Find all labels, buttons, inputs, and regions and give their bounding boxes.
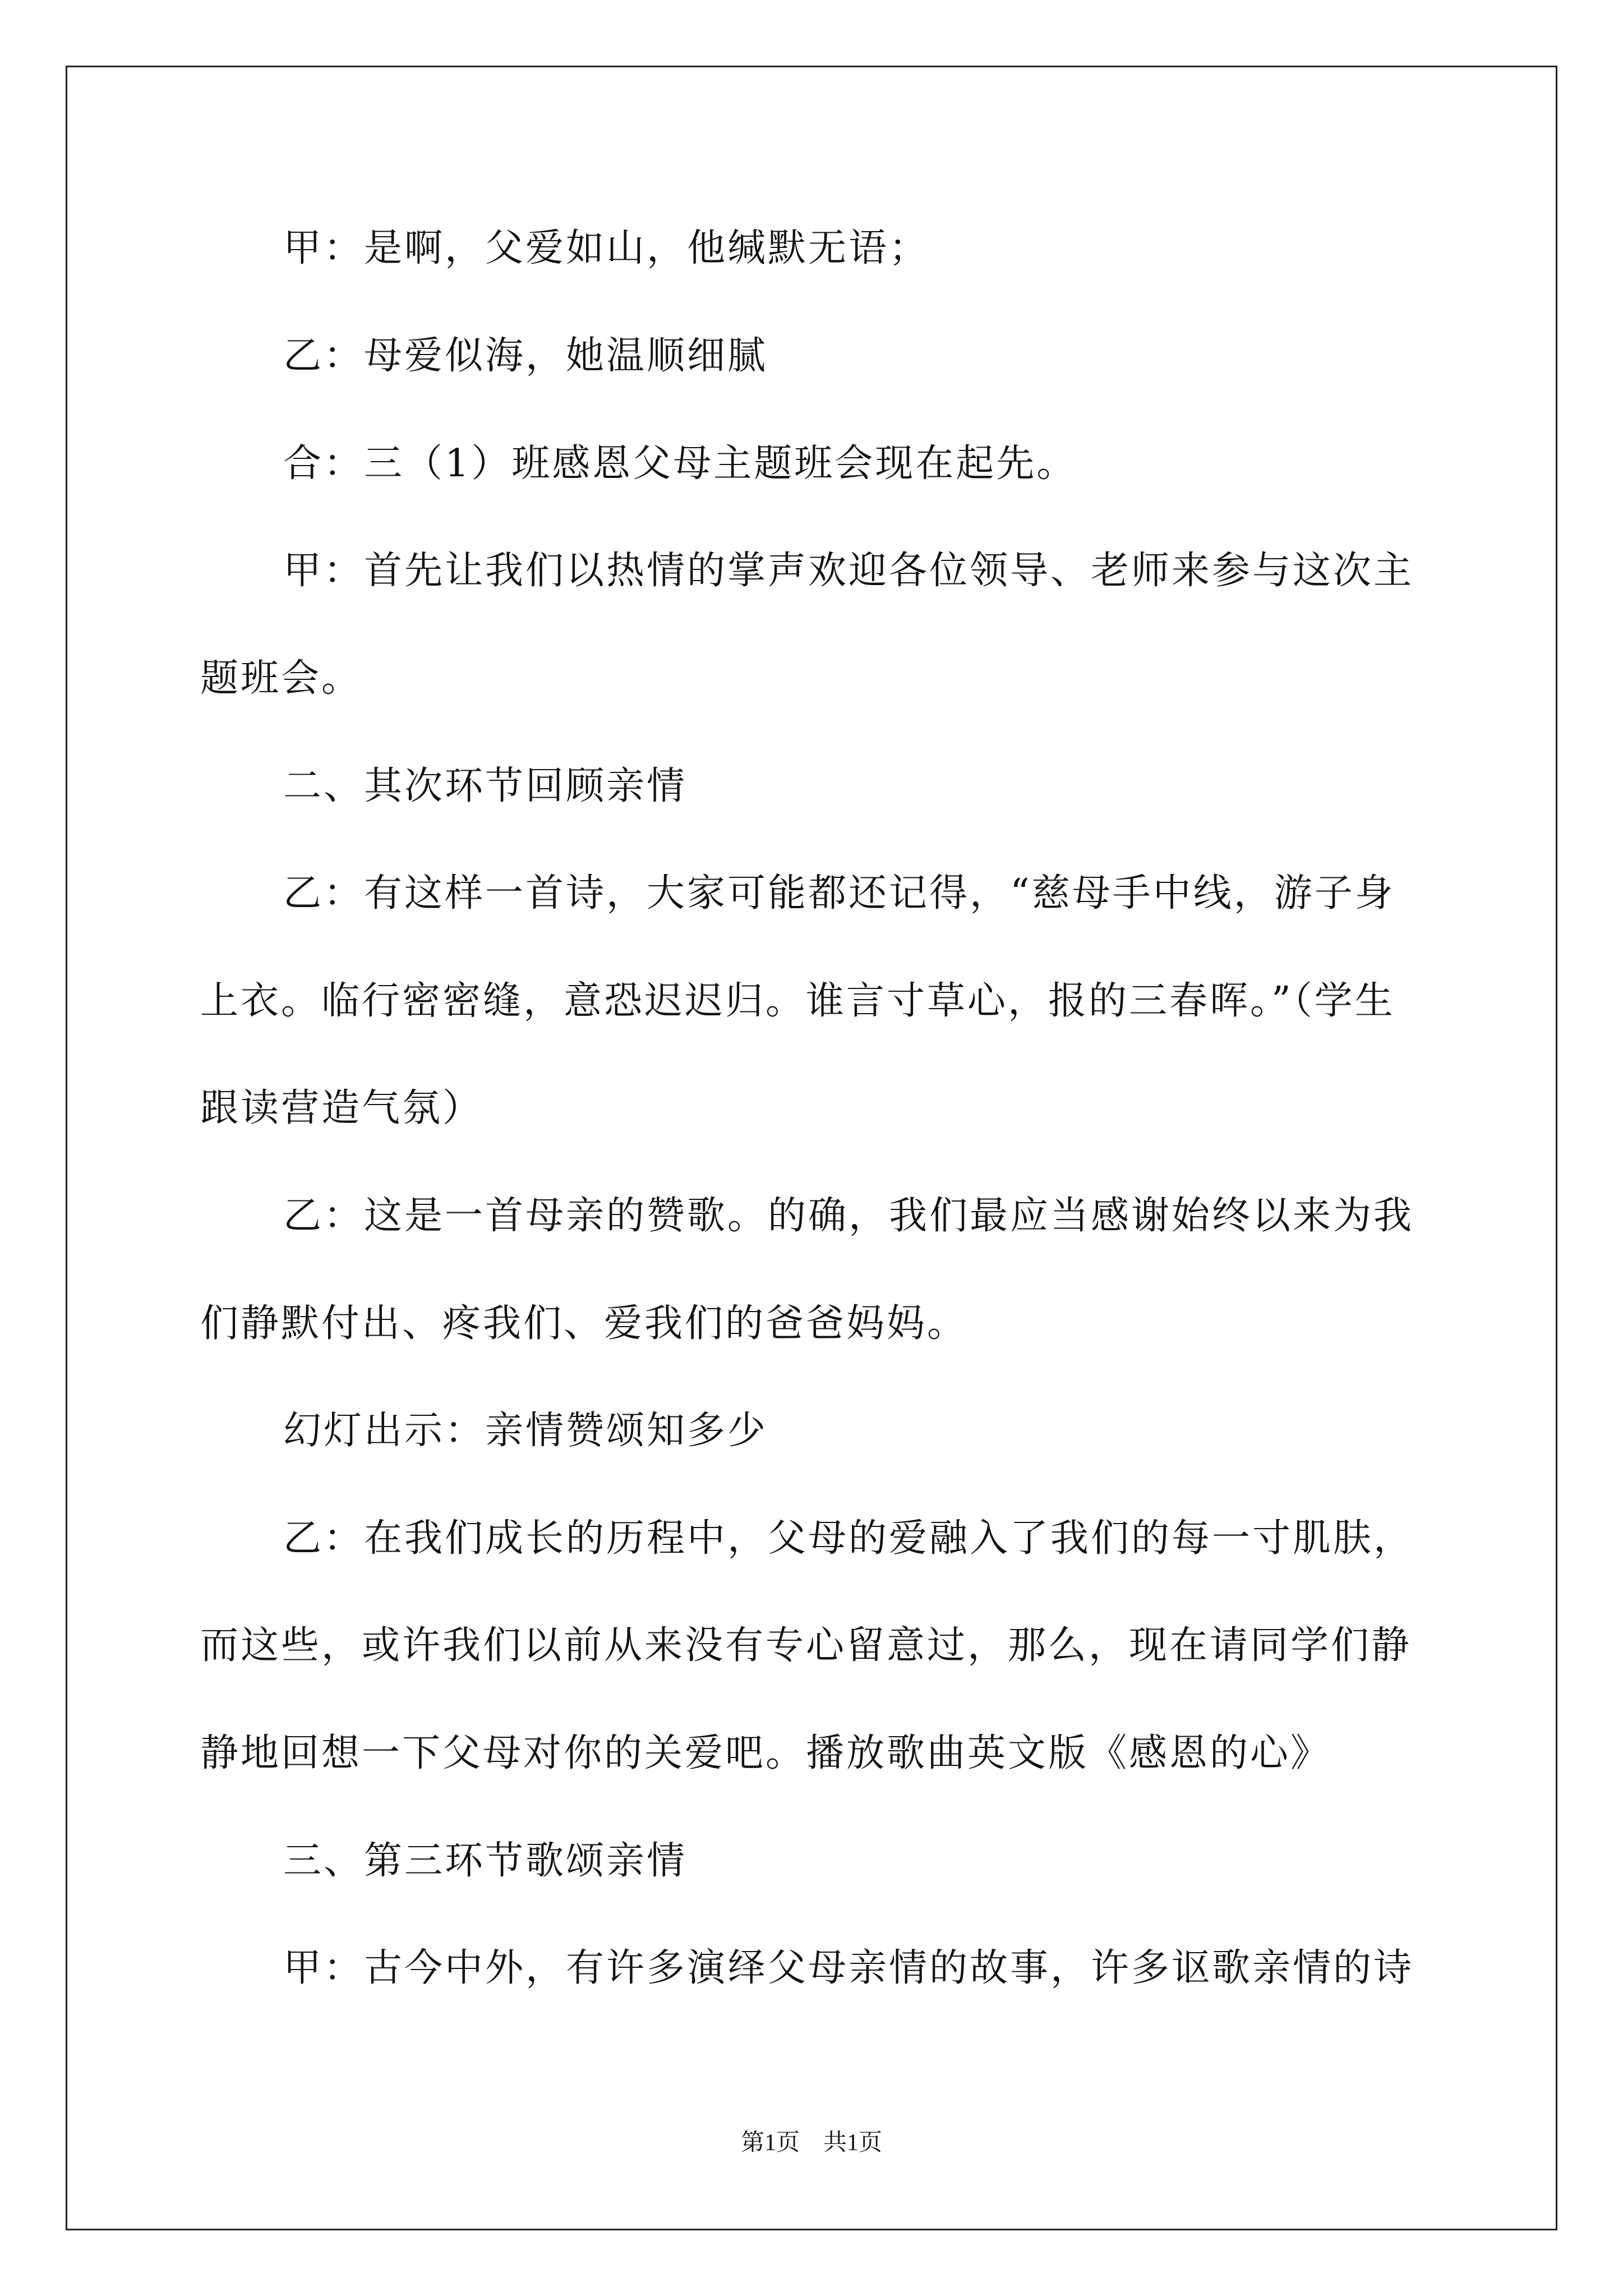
paragraph-line: 甲：是啊，父爱如山，他缄默无语； <box>283 226 930 270</box>
paragraph-line: 们静默付出、疼我们、爱我们的爸爸妈妈。 <box>200 1301 968 1346</box>
section-heading: 二、其次环节回顾亲情 <box>283 764 688 808</box>
paragraph-line: 甲：首先让我们以热情的掌声欢迎各位领导、老师来参与这次主 <box>283 549 1414 593</box>
section-heading: 三、第三环节歌颂亲情 <box>283 1839 688 1883</box>
paragraph-line: 静地回想一下父母对你的关爱吧。播放歌曲英文版《感恩的心》 <box>200 1731 1331 1775</box>
page-number-footer: 第1页 共1页 <box>740 2130 882 2156</box>
paragraph-line: 乙：这是一首母亲的赞歌。的确，我们最应当感谢始终以来为我 <box>283 1194 1414 1238</box>
page-border <box>66 66 1557 2230</box>
paragraph-line: 乙：母爱似海，她温顺细腻 <box>283 334 768 378</box>
paragraph-line: 幻灯出示：亲情赞颂知多少 <box>283 1409 768 1453</box>
paragraph-line: 上衣。临行密密缝，意恐迟迟归。谁言寸草心，报的三春晖。”（学生 <box>200 979 1395 1023</box>
paragraph-line: 乙：有这样一首诗，大家可能都还记得，“慈母手中线，游子身 <box>283 871 1395 915</box>
paragraph-line: 跟读营造气氛） <box>200 1086 483 1130</box>
paragraph-line: 题班会。 <box>200 656 362 701</box>
paragraph-line: 乙：在我们成长的历程中，父母的爱融入了我们的每一寸肌肤， <box>283 1516 1414 1561</box>
paragraph-line: 而这些，或许我们以前从来没有专心留意过，那么，现在请同学们静 <box>200 1623 1412 1668</box>
paragraph-line: 合：三（1）班感恩父母主题班会现在起先。 <box>283 441 1077 486</box>
paragraph-line: 甲：古今中外，有许多演绎父母亲情的故事，许多讴歌亲情的诗 <box>283 1946 1414 1990</box>
